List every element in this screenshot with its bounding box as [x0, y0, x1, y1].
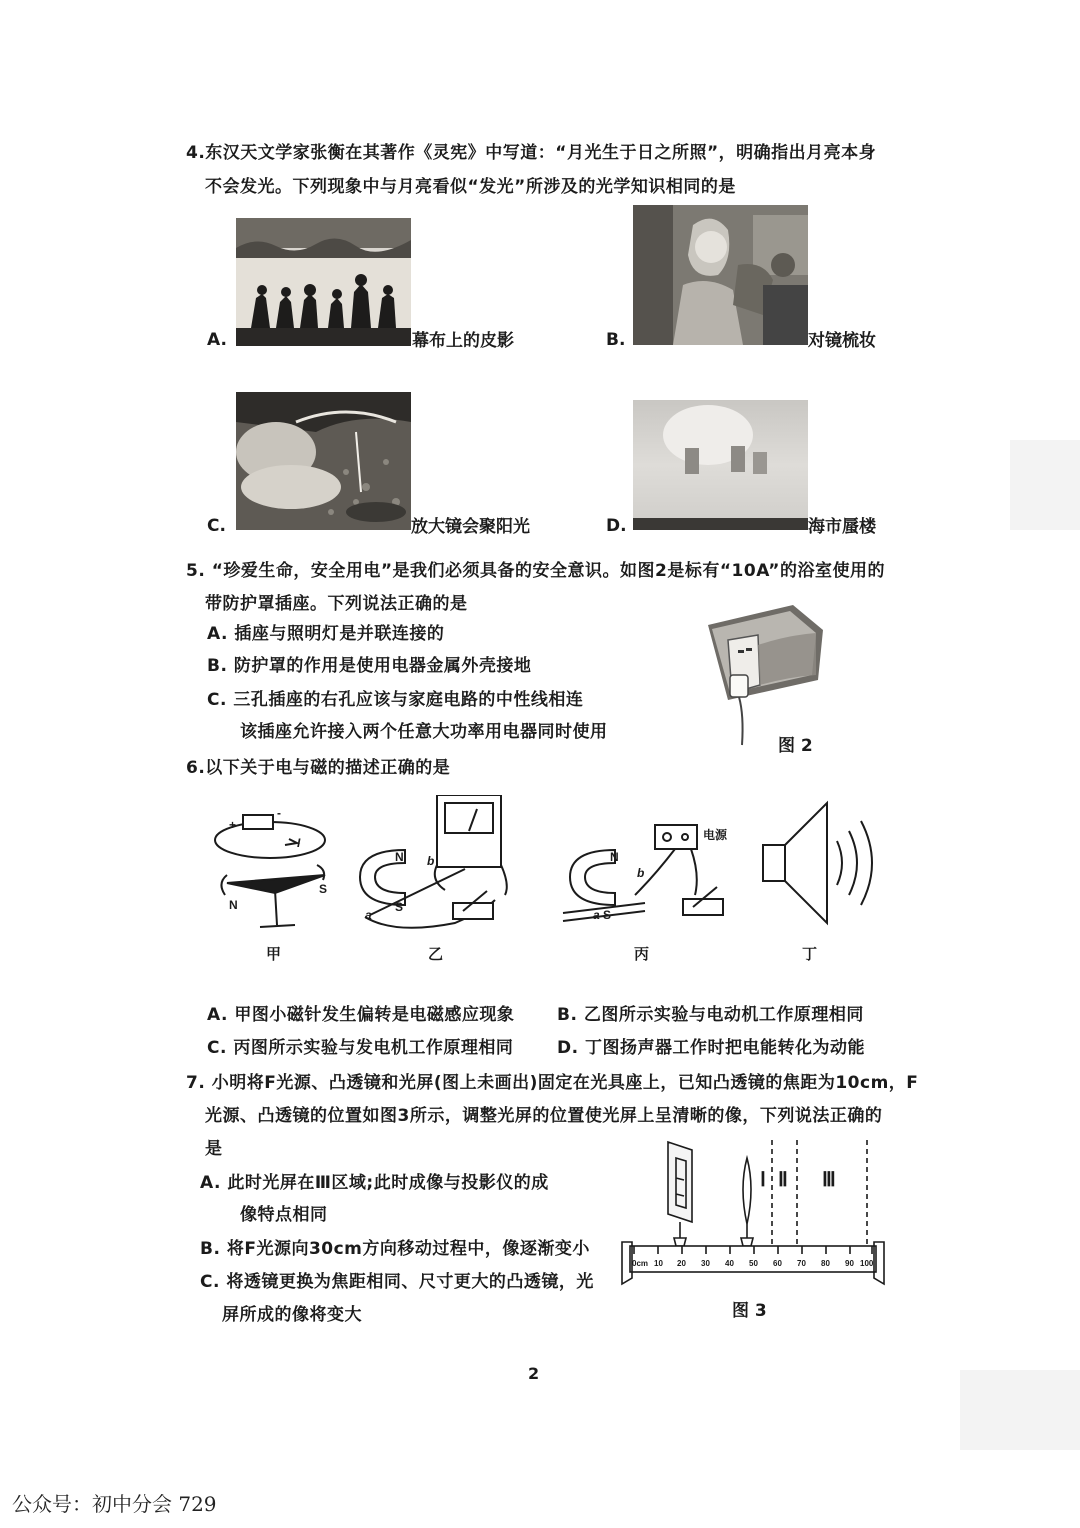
magnifier-sunlight-photo — [236, 392, 411, 530]
bing-power-label: 电源 — [703, 828, 728, 842]
q4-option-c-caption: 放大镜会聚阳光 — [411, 517, 530, 537]
q4-option-b-letter: B. — [606, 330, 626, 350]
q4-option-d-letter: D. — [606, 516, 627, 536]
footer-watermark: 公众号：初中分会 729 — [12, 1492, 217, 1516]
yi-n-label: N — [395, 850, 404, 864]
tick-20: 20 — [677, 1259, 686, 1268]
shadow-puppet-photo — [236, 218, 411, 346]
electromagnetism-figures — [205, 795, 905, 970]
tick-90: 90 — [845, 1259, 854, 1268]
tick-30: 30 — [701, 1259, 710, 1268]
figure-yi-label: 乙 — [428, 945, 444, 963]
socket-with-cover-figure — [698, 605, 828, 750]
bing-n-label: N — [610, 850, 619, 864]
q5-stem-line2: 带防护罩插座。下列说法正确的是 — [205, 594, 468, 614]
bing-switch — [683, 899, 723, 915]
yi-a-label: a — [365, 908, 372, 922]
mirror-makeup-photo — [633, 205, 808, 345]
jia-s-label: S — [319, 882, 328, 896]
region-2-label: Ⅱ — [778, 1169, 788, 1191]
ding-speaker-cone — [785, 803, 827, 923]
q6-option-b: B. 乙图所示实验与电动机工作原理相同 — [557, 1005, 864, 1025]
page-number: 2 — [528, 1364, 540, 1383]
jia-plus-sign: + — [229, 818, 237, 832]
yi-s-label: S — [395, 900, 404, 914]
q7-stem-line1: 7. 小明将F光源、凸透镜和光屏(图上未画出)固定在光具座上，已知凸透镜的焦距为10cm，F — [186, 1073, 919, 1093]
q4-option-a-letter: A. — [207, 330, 227, 350]
jia-current-arrow — [285, 839, 297, 845]
yi-switch — [453, 903, 493, 919]
q7-option-a-line2: 像特点相同 — [240, 1205, 328, 1225]
tick-60: 60 — [773, 1259, 782, 1268]
jia-minus-sign: - — [277, 806, 281, 820]
figure-3-label: 图 3 — [732, 1301, 767, 1321]
q7-stem-line2: 光源、凸透镜的位置如图3所示，调整光屏的位置使光屏上呈清晰的像，下列说法正确的 — [205, 1106, 883, 1126]
yi-b-label: b — [427, 854, 435, 868]
mirage-photo — [633, 400, 808, 530]
q5-option-c: C. 三孔插座的右孔应该与家庭电路的中性线相连 — [207, 690, 584, 710]
figure-ding-label: 丁 — [802, 945, 818, 963]
figure-jia-label: 甲 — [266, 945, 282, 963]
q7-option-b: B. 将F光源向30cm方向移动过程中，像逐渐变小 — [200, 1239, 590, 1259]
q7-option-c-line2: 屏所成的像将变大 — [222, 1305, 362, 1325]
convex-lens — [743, 1158, 751, 1224]
tick-80: 80 — [821, 1259, 830, 1268]
jia-battery — [243, 815, 273, 829]
q4-option-b-caption: 对镜梳妆 — [808, 331, 876, 351]
figure-bing-label: 丙 — [634, 945, 650, 963]
q6-option-a: A. 甲图小磁针发生偏转是电磁感应现象 — [207, 1005, 515, 1025]
tick-0: 0cm — [632, 1259, 649, 1268]
q5-option-a: A. 插座与照明灯是并联连接的 — [207, 624, 445, 644]
q6-option-d: D. 丁图扬声器工作时把电能转化为动能 — [557, 1038, 865, 1058]
bing-s-label: S — [603, 908, 612, 922]
q7-stem-line3: 是 — [205, 1139, 223, 1159]
tick-40: 40 — [725, 1259, 734, 1268]
q7-option-a-line1: A. 此时光屏在Ⅲ区域;此时成像与投影仪的成 — [200, 1173, 549, 1193]
q6-option-c: C. 丙图所示实验与发电机工作原理相同 — [207, 1038, 514, 1058]
q4-option-d-caption: 海市蜃楼 — [808, 517, 876, 537]
figure-2-label: 图 2 — [778, 736, 813, 756]
q4-option-a-caption: 幕布上的皮影 — [412, 331, 514, 351]
tick-100: 100 — [860, 1259, 874, 1268]
tick-50: 50 — [749, 1259, 758, 1268]
q4-stem-line1: 4.东汉天文学家张衡在其著作《灵宪》中写道：“月光生于日之所照”，明确指出月亮本身 — [186, 143, 877, 163]
q5-option-b: B. 防护罩的作用是使用电器金属外壳接地 — [207, 656, 532, 676]
jia-n-label: N — [229, 898, 238, 912]
bing-power-supply — [655, 825, 697, 849]
scan-shade-lower — [960, 1370, 1080, 1450]
region-1-label: Ⅰ — [760, 1169, 766, 1191]
q5-stem-line1: 5. “珍爱生命，安全用电”是我们必须具备的安全意识。如图2是标有“10A”的浴室使用的 — [186, 561, 885, 581]
q4-stem-line2: 不会发光。下列现象中与月亮看似“发光”所涉及的光学知识相同的是 — [205, 177, 736, 197]
q6-stem: 6.以下关于电与磁的描述正确的是 — [186, 758, 451, 778]
f-light-source — [668, 1142, 692, 1222]
q5-option-d: 该插座允许接入两个任意大功率用电器同时使用 — [240, 722, 608, 742]
ding-sound-wave-1 — [837, 841, 842, 885]
ding-sound-wave-3 — [861, 821, 872, 905]
ding-speaker-box — [763, 845, 785, 881]
tick-10: 10 — [654, 1259, 663, 1268]
jia-current-label: I — [297, 836, 301, 850]
scan-shade-upper — [1010, 440, 1080, 530]
ding-sound-wave-2 — [849, 831, 857, 895]
bing-horseshoe-magnet — [570, 850, 615, 905]
region-3-label: Ⅲ — [822, 1169, 836, 1191]
tick-70: 70 — [797, 1259, 806, 1268]
jia-deflection-arrow — [221, 875, 227, 895]
jia-compass-stand — [260, 890, 295, 927]
q4-option-c-letter: C. — [207, 516, 226, 536]
q7-option-c-line1: C. 将透镜更换为焦距相同、尺寸更大的凸透镜，光 — [200, 1272, 594, 1292]
bing-b-label: b — [637, 866, 645, 880]
bing-a-label: a — [593, 908, 600, 922]
optical-bench-figure — [620, 1138, 890, 1288]
